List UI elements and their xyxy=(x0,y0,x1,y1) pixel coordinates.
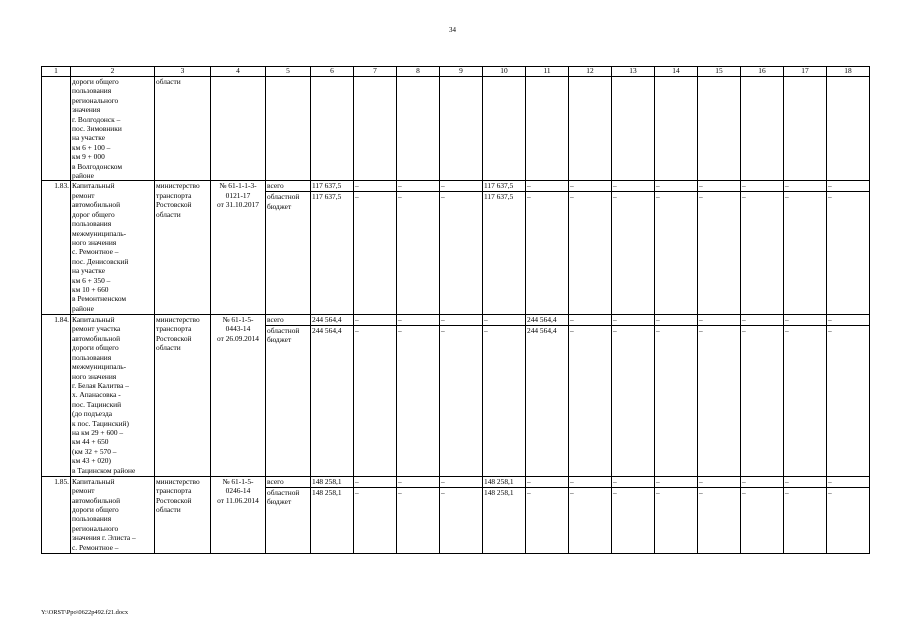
executor-line: транспорта xyxy=(156,190,192,200)
column-number-17: 17 xyxy=(784,67,827,77)
column-number-16: 16 xyxy=(741,67,784,77)
executor-line: Ростовской xyxy=(156,200,192,210)
object-name-line: районе xyxy=(72,171,94,181)
object-name-line: в Тацинском районе xyxy=(72,465,136,475)
funding-source-cell: всего xyxy=(266,315,311,326)
object-name-line: км 6 + 100 – xyxy=(72,142,111,152)
amount-cell: – xyxy=(612,326,655,477)
object-name-line: пос. Зимовники xyxy=(72,124,122,134)
table-row xyxy=(42,315,870,326)
amount-cell: – xyxy=(397,326,440,477)
executor-cell xyxy=(155,77,211,181)
expertise-line: № 61-1-5- xyxy=(222,476,254,486)
column-number-4: 4 xyxy=(211,67,266,77)
empty-cell xyxy=(827,77,870,181)
amount-cell: – xyxy=(655,487,698,553)
table-row xyxy=(42,181,870,192)
object-name-cell xyxy=(71,476,155,553)
funding-source-cell: всего xyxy=(266,476,311,487)
empty-cell xyxy=(397,77,440,181)
row-number-cell xyxy=(42,77,71,181)
amount-cell: – xyxy=(526,181,569,192)
object-name-line: ного значения xyxy=(72,237,117,247)
table-row xyxy=(42,476,870,487)
amount-cell: – xyxy=(483,326,526,477)
amount-cell: – xyxy=(741,326,784,477)
amount-cell: – xyxy=(569,487,612,553)
file-path-footer: Y:\ORST\Ppo\0622p492.f21.docx xyxy=(41,609,129,616)
object-name-line: Капитальный xyxy=(72,315,115,325)
column-number-7: 7 xyxy=(354,67,397,77)
amount-cell: 117 637,5 xyxy=(311,181,354,192)
object-name-line: дороги общего xyxy=(72,343,119,353)
funding-source-cell: всего xyxy=(266,181,311,192)
executor-line: Ростовской xyxy=(156,333,192,343)
object-name-line: дороги общего xyxy=(72,505,119,515)
object-name-line: межмуниципаль- xyxy=(72,362,127,372)
object-name-line: на участке xyxy=(72,266,105,276)
expertise-cell xyxy=(211,181,266,315)
object-name-line: значения xyxy=(72,105,101,115)
amount-cell: 117 637,5 xyxy=(483,192,526,315)
amount-cell: – xyxy=(784,181,827,192)
object-name-line: г. Белая Калитва – xyxy=(72,380,129,390)
amount-cell: – xyxy=(569,476,612,487)
object-name-line: (до подъезда xyxy=(72,409,112,419)
funding-source-cell: областной бюджет xyxy=(266,326,311,477)
amount-cell: – xyxy=(827,315,870,326)
amount-cell: – xyxy=(440,192,483,315)
amount-cell: – xyxy=(655,192,698,315)
amount-cell: – xyxy=(698,487,741,553)
funding-source-cell: областной бюджет xyxy=(266,192,311,315)
empty-cell xyxy=(311,77,354,181)
amount-cell: – xyxy=(655,476,698,487)
object-name-line: (км 32 + 570 – xyxy=(72,446,117,456)
amount-cell: – xyxy=(784,476,827,487)
object-name-line: на участке xyxy=(72,133,105,143)
object-name-line: г. Волгодонск – xyxy=(72,114,121,124)
object-name-line: в Ремонтненском xyxy=(72,294,127,304)
object-name-line: к пос. Тацинский) xyxy=(72,418,129,428)
amount-cell: 117 637,5 xyxy=(311,192,354,315)
amount-cell: 148 258,1 xyxy=(483,476,526,487)
object-name-line: км 44 + 650 xyxy=(72,437,109,447)
column-number-11: 11 xyxy=(526,67,569,77)
amount-cell: – xyxy=(483,315,526,326)
amount-cell: – xyxy=(741,487,784,553)
executor-line: транспорта xyxy=(156,486,192,496)
amount-cell: – xyxy=(569,192,612,315)
amount-cell: – xyxy=(354,326,397,477)
amount-cell: – xyxy=(655,181,698,192)
amount-cell: – xyxy=(569,326,612,477)
object-name-line: пос. Тацинский xyxy=(72,399,122,409)
amount-cell: – xyxy=(440,315,483,326)
amount-cell: – xyxy=(354,476,397,487)
object-name-cell xyxy=(71,77,155,181)
amount-cell: – xyxy=(569,181,612,192)
amount-cell: 148 258,1 xyxy=(311,476,354,487)
amount-cell: – xyxy=(440,181,483,192)
object-name-line: районе xyxy=(72,303,94,313)
row-number-cell: 1.85. xyxy=(42,476,71,553)
executor-line: области xyxy=(156,343,181,353)
object-name-line: с. Ремонтное – xyxy=(72,542,119,552)
amount-cell: 148 258,1 xyxy=(311,487,354,553)
amount-cell: 244 564,4 xyxy=(526,315,569,326)
amount-cell: – xyxy=(741,476,784,487)
expertise-line: 0443-14 xyxy=(225,324,251,334)
amount-cell: – xyxy=(440,487,483,553)
amount-cell: – xyxy=(397,315,440,326)
object-name-line: ремонт xyxy=(72,486,95,496)
empty-cell xyxy=(741,77,784,181)
object-name-line: регионального xyxy=(72,523,119,533)
expertise-line: № 61-1-1-3- xyxy=(219,181,257,191)
column-number-12: 12 xyxy=(569,67,612,77)
amount-cell: – xyxy=(784,487,827,553)
object-name-line: автомобильной xyxy=(72,200,121,210)
executor-cell xyxy=(155,476,211,553)
amount-cell: – xyxy=(397,487,440,553)
column-number-row xyxy=(42,67,870,77)
column-number-18: 18 xyxy=(827,67,870,77)
object-name-line: пользования xyxy=(72,219,112,229)
amount-cell: – xyxy=(526,192,569,315)
object-name-line: автомобильной xyxy=(72,333,121,343)
object-name-line: ремонт xyxy=(72,190,95,200)
table-body xyxy=(42,77,870,554)
executor-line: транспорта xyxy=(156,324,192,334)
amount-cell: – xyxy=(784,326,827,477)
amount-cell: 244 564,4 xyxy=(311,326,354,477)
amount-cell: – xyxy=(698,315,741,326)
object-name-line: с. Ремонтное – xyxy=(72,247,119,257)
amount-cell: – xyxy=(698,476,741,487)
amount-cell: 148 258,1 xyxy=(483,487,526,553)
executor-line: области xyxy=(156,209,181,219)
amount-cell: – xyxy=(784,192,827,315)
row-number-cell: 1.83. xyxy=(42,181,71,315)
object-name-line: Капитальный xyxy=(72,181,115,191)
object-name-line: км 10 + 660 xyxy=(72,284,109,294)
executor-line: Ростовской xyxy=(156,495,192,505)
amount-cell: 117 637,5 xyxy=(483,181,526,192)
column-number-10: 10 xyxy=(483,67,526,77)
amount-cell: – xyxy=(612,181,655,192)
object-name-line: дороги общего xyxy=(72,77,119,86)
object-name-line: км 6 + 350 – xyxy=(72,275,111,285)
amount-cell: – xyxy=(397,181,440,192)
object-name-line: значения г. Элиста – xyxy=(72,533,136,543)
page-number: 34 xyxy=(449,26,456,34)
amount-cell: – xyxy=(440,476,483,487)
object-name-line: км 9 + 000 xyxy=(72,152,105,162)
object-name-line: пользования xyxy=(72,86,112,96)
empty-cell xyxy=(698,77,741,181)
program-table xyxy=(41,66,870,554)
empty-cell xyxy=(354,77,397,181)
amount-cell: – xyxy=(612,192,655,315)
amount-cell: – xyxy=(397,192,440,315)
amount-cell: – xyxy=(612,476,655,487)
amount-cell: – xyxy=(698,181,741,192)
table-row-continuation xyxy=(42,77,870,181)
amount-cell: – xyxy=(612,315,655,326)
empty-cell xyxy=(526,77,569,181)
amount-cell: – xyxy=(741,192,784,315)
column-number-1: 1 xyxy=(42,67,71,77)
empty-cell xyxy=(655,77,698,181)
expertise-cell xyxy=(211,315,266,477)
executor-line: министерство xyxy=(156,476,200,486)
amount-cell: – xyxy=(741,315,784,326)
empty-cell xyxy=(440,77,483,181)
object-name-line: пользования xyxy=(72,352,112,362)
column-number-2: 2 xyxy=(71,67,155,77)
column-number-5: 5 xyxy=(266,67,311,77)
expertise-line: от 26.09.2014 xyxy=(217,333,259,343)
object-name-line: дорог общего xyxy=(72,209,115,219)
amount-cell: – xyxy=(397,476,440,487)
executor-cell xyxy=(155,315,211,477)
object-name-line: пос. Денисовский xyxy=(72,256,129,266)
column-number-6: 6 xyxy=(311,67,354,77)
expertise-line: 0121-17 xyxy=(225,190,251,200)
amount-cell: – xyxy=(655,315,698,326)
empty-cell xyxy=(569,77,612,181)
amount-cell: – xyxy=(698,192,741,315)
expertise-line: № 61-1-5- xyxy=(222,315,254,325)
column-number-14: 14 xyxy=(655,67,698,77)
expertise-line: от 31.10.2017 xyxy=(217,200,259,210)
column-number-9: 9 xyxy=(440,67,483,77)
expertise-cell xyxy=(211,476,266,553)
empty-cell xyxy=(211,77,266,181)
amount-cell: – xyxy=(698,326,741,477)
amount-cell: – xyxy=(526,487,569,553)
object-name-line: ремонт участка xyxy=(72,324,121,334)
object-name-line: в Волгодонском xyxy=(72,161,123,171)
object-name-line: км 43 + 020) xyxy=(72,456,111,466)
amount-cell: – xyxy=(569,315,612,326)
object-name-line: на км 29 + 600 – xyxy=(72,427,124,437)
object-name-line: х. Апанасовка - xyxy=(72,390,121,400)
executor-line: министерство xyxy=(156,315,200,325)
amount-cell: – xyxy=(827,181,870,192)
executor-cell xyxy=(155,181,211,315)
funding-source-cell: областной бюджет xyxy=(266,487,311,553)
empty-cell xyxy=(266,77,311,181)
amount-cell: – xyxy=(354,487,397,553)
expertise-line: 0246-14 xyxy=(225,486,251,496)
column-number-8: 8 xyxy=(397,67,440,77)
amount-cell: – xyxy=(612,487,655,553)
column-number-3: 3 xyxy=(155,67,211,77)
amount-cell: 244 564,4 xyxy=(311,315,354,326)
executor-line: области xyxy=(156,505,181,515)
amount-cell: – xyxy=(827,476,870,487)
amount-cell: – xyxy=(354,315,397,326)
object-name-line: Капитальный xyxy=(72,476,115,486)
amount-cell: – xyxy=(655,326,698,477)
object-name-line: ного значения xyxy=(72,371,117,381)
object-name-line: регионального xyxy=(72,95,119,105)
row-number-cell: 1.84. xyxy=(42,315,71,477)
empty-cell xyxy=(483,77,526,181)
expertise-line: от 11.06.2014 xyxy=(217,495,259,505)
amount-cell: – xyxy=(827,487,870,553)
object-name-cell xyxy=(71,315,155,477)
amount-cell: – xyxy=(440,326,483,477)
object-name-line: пользования xyxy=(72,514,112,524)
amount-cell: – xyxy=(354,181,397,192)
amount-cell: – xyxy=(827,192,870,315)
amount-cell: – xyxy=(354,192,397,315)
empty-cell xyxy=(784,77,827,181)
object-name-cell xyxy=(71,181,155,315)
column-number-13: 13 xyxy=(612,67,655,77)
amount-cell: 244 564,4 xyxy=(526,326,569,477)
object-name-line: межмуниципаль- xyxy=(72,228,127,238)
executor-line: министерство xyxy=(156,181,200,191)
empty-cell xyxy=(612,77,655,181)
column-number-15: 15 xyxy=(698,67,741,77)
amount-cell: – xyxy=(741,181,784,192)
amount-cell: – xyxy=(827,326,870,477)
object-name-line: автомобильной xyxy=(72,495,121,505)
amount-cell: – xyxy=(526,476,569,487)
amount-cell: – xyxy=(784,315,827,326)
executor-line: области xyxy=(156,77,181,86)
